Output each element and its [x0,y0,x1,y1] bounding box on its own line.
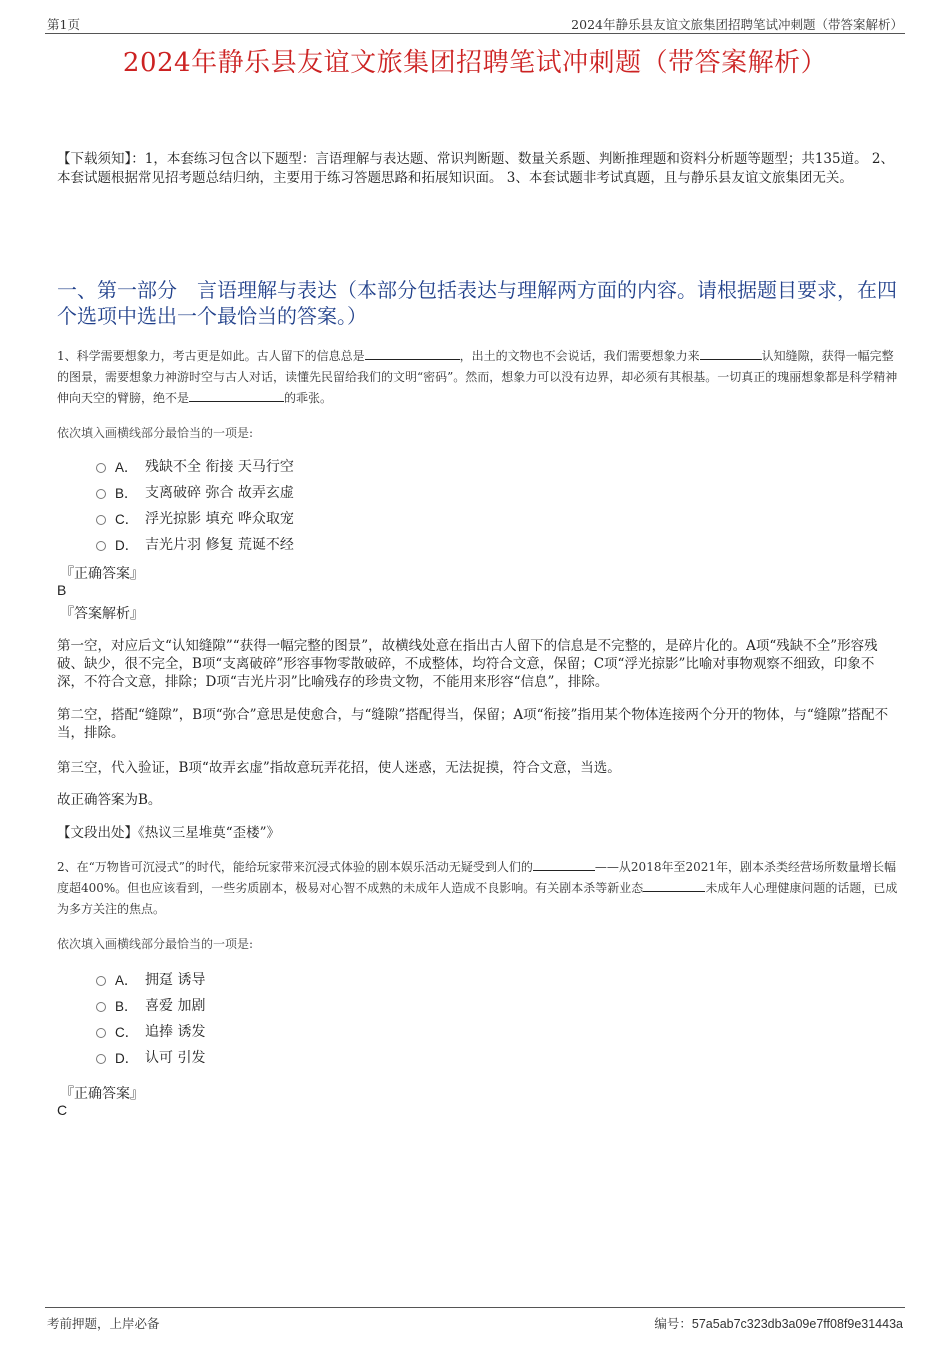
option-c[interactable] [96,505,496,531]
radio-icon[interactable] [96,1002,106,1012]
fill-blank [189,389,284,402]
option-d[interactable] [96,1044,496,1070]
option-letter: D． [115,538,139,553]
question-2-options [96,966,496,1070]
correct-answer-label: 『正确答案』 [60,1086,144,1102]
question-2-text [57,857,902,920]
analysis-paragraph-2: 第二空，搭配“缝隙”，B项“弥合”意思是使愈合，与“缝隙”搭配得当，保留；A项“衔接”指用某个物体连接两个分开的物体，与“缝隙”搭配不当，排除。 [57,707,889,741]
radio-icon[interactable] [96,976,106,986]
q1-text-part: 1、科学需要想象力，考古更是如此。古人留下的信息总是 [57,349,365,363]
q1-text-part: ，出土的文物也不会说话，我们需要想象力来 [459,349,700,363]
section-heading: 一、第一部分 言语理解与表达（本部分包括表达与理解两方面的内容。请根据题目要求，在四个选项中选出一个最恰当的答案。） [57,278,897,328]
option-a[interactable] [96,453,496,479]
fill-blank [700,347,762,360]
q1-text-part: 认知缝隙，获得一幅完整的图景，需要想象力神游时空与古人对话，读懂先民留给我们的文明“密码”。然而，想象力可以没有边界，却必须有其根基。一切真正的瑰丽想象都是科学精神伸向天空的臂膀，绝不是 [57,349,898,405]
document-code [654,1314,903,1332]
option-d[interactable] [96,531,496,557]
footer-slogan: 考前押题，上岸必备 [47,1316,160,1331]
option-b[interactable] [96,992,496,1018]
radio-icon[interactable] [96,515,106,525]
radio-icon[interactable] [96,541,106,551]
question-1-instruction: 依次填入画横线部分最恰当的一项是: [57,426,254,440]
option-c[interactable] [96,1018,496,1044]
option-text: 喜爱 加剧 [145,998,206,1014]
option-a[interactable] [96,966,496,992]
question-2 [57,857,902,920]
option-letter: B． [115,486,138,501]
page-header [45,14,905,34]
radio-icon[interactable] [96,489,106,499]
analysis-conclusion: 故正确答案为B。 [57,792,162,808]
option-text: 追捧 诱发 [145,1024,206,1040]
radio-icon[interactable] [96,1028,106,1038]
download-notice: 【下载须知】：1，本套练习包含以下题型：言语理解与表达题、常识判断题、数量关系题、判断推理题和资料分析题等题型；共135道。 2、本套试题根据常见招考题总结归纳，主要用于练习答题思路和拓展知识面。 3、本套试题非考试真题，且与静乐县友谊文旅集团无关。 [57,151,894,186]
option-text: 支离破碎 弥合 故弄玄虚 [145,485,294,501]
option-text: 拥趸 诱导 [145,972,206,988]
option-letter: C． [115,512,139,527]
option-b[interactable] [96,479,496,505]
correct-answer: C [57,1102,68,1118]
option-letter: A． [115,460,138,475]
question-1-options [96,453,496,557]
page-number: 第1页 [47,17,80,32]
option-text: 残缺不全 衔接 天马行空 [145,459,294,475]
analysis-paragraph-3: 第三空，代入验证，B项“故弄玄虚”指故意玩弄花招，使人迷惑，无法捉摸，符合文意，当选。 [57,760,621,776]
fill-blank [643,879,705,892]
option-letter: C． [115,1025,139,1040]
q2-text-part: ——从2018年至2021年，剧本杀类经营场所数量增长幅度超400%。但也应该看到，一些劣质剧本，极易对心智不成熟的未成年人造成不良影响。有关剧本杀等新业态 [57,860,897,895]
option-letter: A． [115,973,138,988]
radio-icon[interactable] [96,1054,106,1064]
option-text: 浮光掠影 填充 哗众取宠 [145,511,294,527]
code-value: 57a5ab7c323db3a09e7ff08f9e31443a [691,1317,903,1331]
analysis-label: 『答案解析』 [60,606,144,622]
page-footer [45,1307,905,1331]
q2-text-part: 未成年人心理健康问题的话题，已成为多方关注的焦点。 [57,881,898,916]
question-2-instruction: 依次填入画横线部分最恰当的一项是: [57,937,254,951]
header-doc-title: 2024年静乐县友谊文旅集团招聘笔试冲刺题（带答案解析） [571,17,903,32]
correct-answer-label: 『正确答案』 [60,566,144,582]
analysis-paragraph-1: 第一空，对应后文“认知缝隙”“获得一幅完整的图景”，故横线处意在指出古人留下的信息是不完整的，是碎片化的。A项“残缺不全”形容残破、缺少，很不完全，B项“支离破碎”形容事物零散破碎，不成整体，均符合文意，保留；C项“浮光掠影”比喻对事物观察不细致，印象不深，不符合文意，排除；D项“吉光片羽”比喻残存的珍贵文物，不能用来形容“信息”，排除。 [57,638,878,690]
option-text: 吉光片羽 修复 荒诞不经 [145,537,294,553]
question-1 [57,346,902,409]
q2-text-part: 2、在“万物皆可沉浸式”的时代，能给玩家带来沉浸式体验的剧本娱乐活动无疑受到人们的 [57,860,533,874]
fill-blank [533,858,595,871]
fill-blank [365,347,460,360]
document-title: 2024年静乐县友谊文旅集团招聘笔试冲刺题（带答案解析） [122,48,828,78]
option-letter: B． [115,999,138,1014]
code-label: 编号： [654,1316,692,1331]
q1-text-part: 的乖张。 [284,391,333,405]
question-1-text [57,346,902,409]
option-letter: D． [115,1051,139,1066]
text-source: 【文段出处】《热议三星堆莫“歪楼”》 [57,825,281,841]
option-text: 认可 引发 [145,1050,206,1066]
correct-answer: B [57,582,67,598]
radio-icon[interactable] [96,463,106,473]
